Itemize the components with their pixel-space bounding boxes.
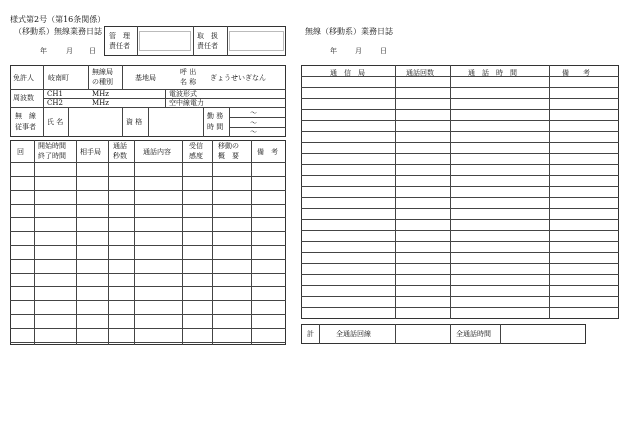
table-row-line (301, 186, 619, 187)
work-hours-label-1: 勤 務 (207, 112, 224, 120)
date-year: 年 (40, 47, 47, 55)
table-row-line (10, 300, 286, 301)
left-title: （移動系）無線業務日誌 (14, 27, 102, 36)
callname-label-1: 呼 出 (180, 68, 197, 76)
handler-label-1: 取 扱 (197, 32, 218, 40)
date-month: 月 (66, 47, 73, 55)
table-row-line (301, 219, 619, 220)
ch1-unit: MHz (92, 90, 109, 98)
manager-label-2: 責任者 (109, 42, 130, 50)
handler-signature-field[interactable] (229, 31, 284, 51)
total-lines-label: 全通話回線 (336, 330, 371, 338)
table-row-line (301, 142, 619, 143)
ch2-unit: MHz (92, 99, 109, 107)
table-row-line (301, 153, 619, 154)
table-row-line (301, 285, 619, 286)
right-date-year: 年 (330, 47, 337, 55)
log-header-seconds-1: 通話 (113, 142, 127, 150)
callname-label-2: 名 称 (180, 78, 197, 86)
frequency-label: 周波数 (13, 94, 34, 102)
table-row-line (10, 176, 286, 177)
log-header-time-2: 終了時間 (38, 152, 66, 160)
power-label: 空中線電力 (169, 99, 204, 107)
table-row-line (10, 342, 286, 343)
right-title: 無線（移動系）業務日誌 (305, 27, 393, 36)
operator-label-1: 無 線 (15, 112, 36, 120)
table-row-line (301, 131, 619, 132)
table-row-line (10, 245, 286, 246)
table-row-line (301, 252, 619, 253)
log-header-partner: 相手局 (80, 148, 101, 156)
table-row-line (301, 208, 619, 209)
station-type-label-2: の種別 (92, 78, 113, 86)
log-header-movement-2: 概 要 (218, 152, 239, 160)
table-row-line (301, 109, 619, 110)
table-row-line (10, 231, 286, 232)
table-row-line (301, 197, 619, 198)
right-log-table (301, 65, 619, 319)
table-row-line (301, 175, 619, 176)
table-row-line (301, 296, 619, 297)
table-row-line (10, 273, 286, 274)
work-tilde-3: 〜 (250, 128, 257, 136)
operator-label-2: 従事者 (15, 123, 36, 131)
work-tilde-2: 〜 (250, 119, 257, 127)
right-header-notes: 備 考 (562, 69, 590, 77)
emission-label: 電波形式 (169, 90, 197, 98)
table-row-line (10, 204, 286, 205)
date-day: 日 (89, 47, 96, 55)
right-date-day: 日 (380, 47, 387, 55)
right-header-count: 通話回数 (406, 69, 434, 77)
log-header-reception-1: 受信 (189, 142, 203, 150)
log-header-seconds-2: 秒数 (113, 152, 127, 160)
table-row-line (10, 217, 286, 218)
form-number: 様式第2号（第16条関係） (10, 15, 106, 24)
manager-signature-field[interactable] (139, 31, 191, 51)
manager-label-1: 管 理 (109, 32, 130, 40)
callname-value: ぎょうせいぎなん (210, 74, 266, 82)
log-header-content: 通話内容 (143, 148, 171, 156)
licensee-label: 免許人 (13, 74, 34, 82)
station-type-label-1: 無線局 (92, 68, 113, 76)
table-row-line (301, 307, 619, 308)
work-tilde-1: 〜 (250, 109, 257, 117)
ch1-label: CH1 (47, 90, 63, 98)
right-date-month: 月 (355, 47, 362, 55)
table-row-line (301, 120, 619, 121)
work-hours-label-2: 時 間 (207, 123, 224, 131)
table-row-line (10, 328, 286, 329)
table-row-line (301, 87, 619, 88)
table-row-line (10, 259, 286, 260)
table-row-line (301, 263, 619, 264)
log-header-reception-2: 感度 (189, 152, 203, 160)
ch2-label: CH2 (47, 99, 63, 107)
total-time-label: 全通話時間 (456, 330, 491, 338)
table-row-line (301, 76, 619, 77)
table-row-line (10, 314, 286, 315)
log-header-time-1: 開始時間 (38, 142, 66, 150)
total-label: 計 (307, 330, 314, 338)
log-header-number: 回 (17, 148, 24, 156)
licensee-value: 岐南町 (48, 74, 69, 82)
right-header-station: 通 信 局 (330, 69, 365, 77)
table-row-line (301, 230, 619, 231)
table-row-line (10, 190, 286, 191)
qualification-label: 資 格 (126, 118, 143, 126)
right-header-time: 通 話 時 間 (468, 69, 517, 77)
log-header-movement-1: 移動の (218, 142, 239, 150)
table-row-line (301, 274, 619, 275)
table-row-line (301, 164, 619, 165)
handler-label-2: 責任者 (197, 42, 218, 50)
name-label: 氏 名 (47, 118, 64, 126)
log-header-notes: 備 考 (257, 148, 278, 156)
station-type-value: 基地局 (135, 74, 156, 82)
table-row-line (301, 241, 619, 242)
table-row-line (10, 286, 286, 287)
table-row-line (301, 98, 619, 99)
